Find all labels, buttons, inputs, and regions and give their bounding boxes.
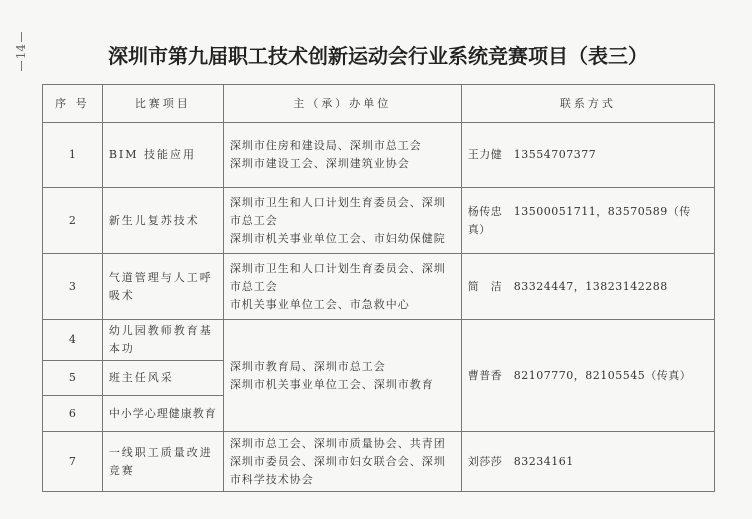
row-item: 中小学心理健康教育	[102, 396, 223, 432]
row-host-shared: 深圳市教育局、深圳市总工会 深圳市机关事业单位工会、深圳市教育	[223, 320, 461, 432]
header-host: 主（承）办单位	[223, 85, 461, 123]
row-item: BIM 技能应用	[102, 123, 223, 188]
row-contact: 刘莎莎 83234161	[461, 432, 714, 492]
row-item: 班主任风采	[102, 361, 223, 396]
table-row	[43, 123, 715, 188]
row-item: 气道管理与人工呼 吸术	[102, 254, 223, 320]
competition-table	[42, 84, 715, 492]
row-number: 5	[43, 361, 103, 396]
row-contact-shared: 曹普香 82107770，82105545（传真）	[461, 320, 714, 432]
header-no: 序 号	[43, 85, 103, 123]
row-number: 2	[43, 188, 103, 254]
row-host: 深圳市卫生和人口计划生育委员会、深圳 市总工会 市机关事业单位工会、市急救中心	[223, 254, 461, 320]
row-item: 一线职工质量改进 竞赛	[102, 432, 223, 492]
row-number: 4	[43, 320, 103, 361]
row-number: 1	[43, 123, 103, 188]
row-item: 新生儿复苏技术	[102, 188, 223, 254]
header-item: 比赛项目	[102, 85, 223, 123]
table-row	[43, 432, 715, 492]
row-host: 深圳市住房和建设局、深圳市总工会 深圳市建设工会、深圳建筑业协会	[223, 123, 461, 188]
page-number	[14, 30, 28, 73]
table-row	[43, 320, 715, 361]
row-number: 3	[43, 254, 103, 320]
row-contact: 王力健 13554707377	[461, 123, 714, 188]
row-number: 7	[43, 432, 103, 492]
row-contact: 简 洁 83324447，13823142288	[461, 254, 714, 320]
row-host: 深圳市卫生和人口计划生育委员会、深圳 市总工会 深圳市机关事业单位工会、市妇幼保健院	[223, 188, 461, 254]
header-contact: 联系方式	[461, 85, 714, 123]
row-item: 幼儿园教师教育基 本功	[102, 320, 223, 361]
table-header-row	[43, 85, 715, 123]
row-contact: 杨传忠 13500051711，83570589（传真）	[461, 188, 714, 254]
table-row	[43, 188, 715, 254]
page-title: 深圳市第九届职工技术创新运动会行业系统竞赛项目（表三）	[108, 44, 648, 68]
table-row	[43, 254, 715, 320]
row-host: 深圳市总工会、深圳市质量协会、共青团 深圳市委员会、深圳市妇女联合会、深圳 市科学技术协会	[223, 432, 461, 492]
page-number-text: 14	[14, 44, 28, 60]
row-number: 6	[43, 396, 103, 432]
